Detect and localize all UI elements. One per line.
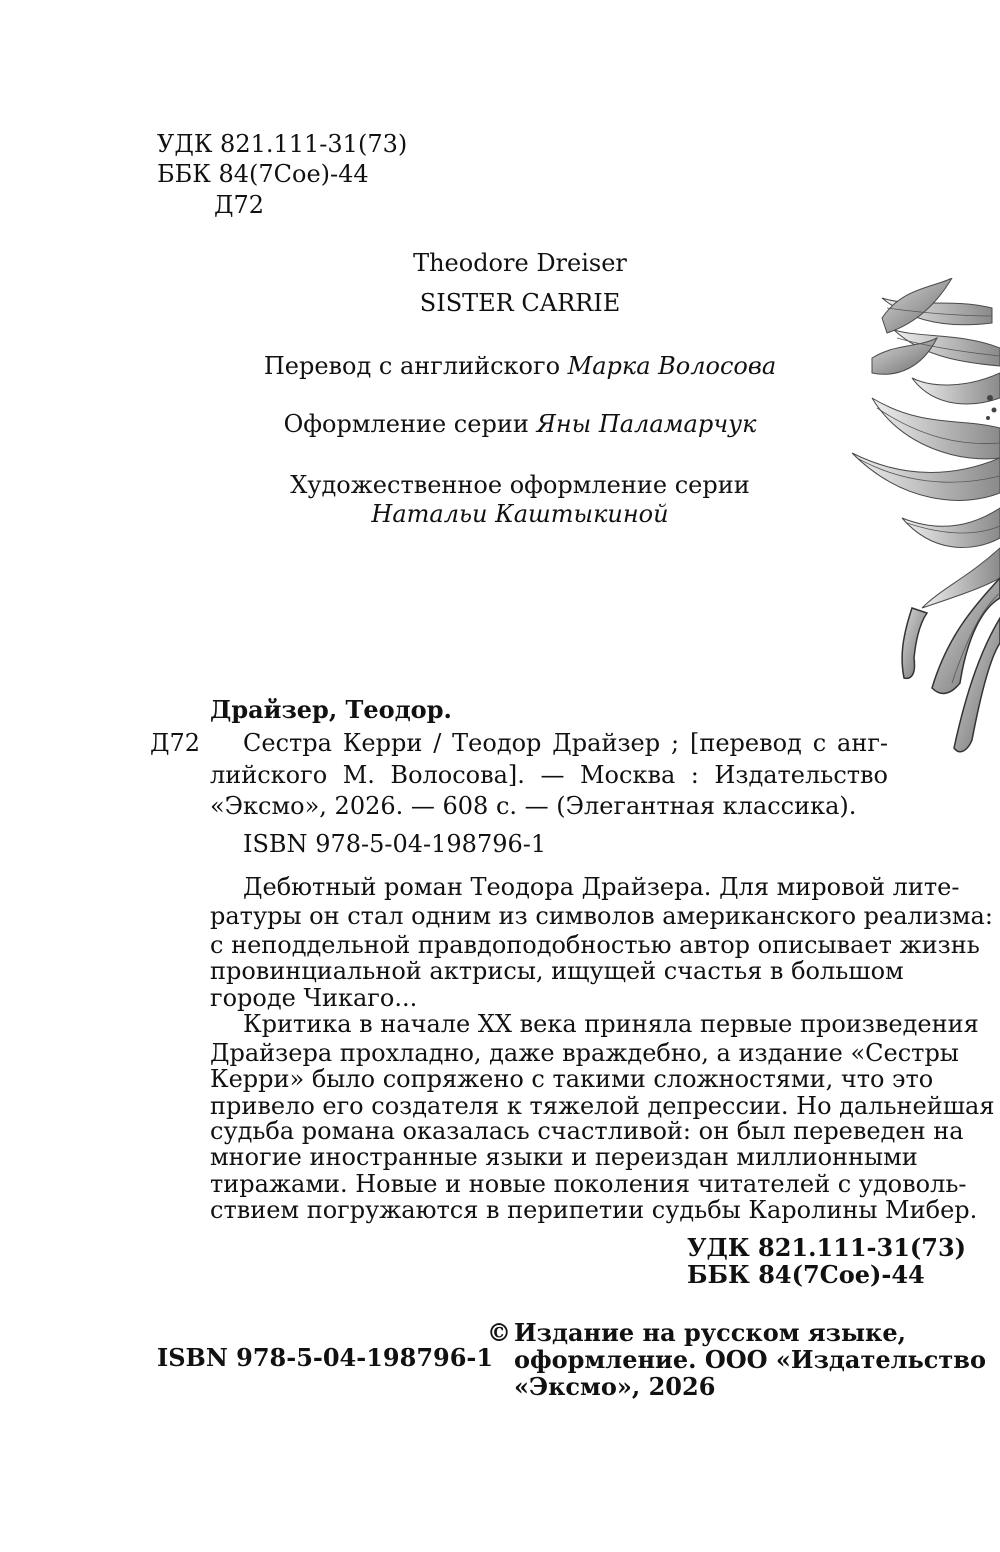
bibliographic-line-3: «Эксмо», 2026. — 608 с. — (Элегантная классика). xyxy=(210,792,857,820)
author-mark-code: Д72 xyxy=(214,191,265,219)
botanical-leaves-icon xyxy=(842,278,1000,778)
annotation-p2-line-5: судьба романа оказалась счастливой: он был переведен на xyxy=(210,1117,964,1145)
series-designer-name: Яны Паламарчук xyxy=(536,410,757,438)
footer-udk-code: УДК 821.111-31(73) xyxy=(687,1233,967,1262)
bibliographic-code: Д72 xyxy=(150,729,201,757)
copyright-line-3: «Эксмо», 2026 xyxy=(514,1372,716,1401)
annotation-p2-line-6: многие иностранные языки и переиздан миллионными xyxy=(210,1143,918,1171)
copyright-icon: © xyxy=(487,1318,511,1347)
annotation-p1-line-4: провинциальной актрисы, ищущей счастья в большом xyxy=(210,957,904,985)
copyright-line-1: Издание на русском языке, xyxy=(514,1318,906,1347)
annotation-p2-line-7: тиражами. Новые и новые поколения читателей с удоволь- xyxy=(210,1170,967,1198)
author-heading: Драйзер, Теодор. xyxy=(210,695,452,724)
udk-code: УДК 821.111-31(73) xyxy=(157,130,408,158)
annotation-p2-line-8: ствием погружаются в перипетии судьбы Каролины Мибер. xyxy=(210,1196,978,1224)
annotation-p2-line-2: Драйзера прохладно, даже враждебно, а издание «Сестры xyxy=(210,1039,959,1067)
translator-name: Марка Волосова xyxy=(567,352,777,380)
bibliographic-line-1: Сестра Керри / Теодор Драйзер ; [перевод с анг- xyxy=(243,729,888,757)
translation-label: Перевод с английского xyxy=(263,352,561,380)
annotation-p2-line-1: Критика в начале XX века приняла первые произведения xyxy=(243,1010,979,1038)
footer-isbn: ISBN 978-5-04-198796-1 xyxy=(157,1343,494,1372)
annotation-p2-line-4: привело его создателя к тяжелой депрессии. Но дальнейшая xyxy=(210,1092,995,1120)
original-title: SISTER CARRIE xyxy=(419,289,621,317)
art-designer-name: Натальи Каштыкиной xyxy=(371,500,669,528)
bbk-code: ББК 84(7Сое)-44 xyxy=(157,160,369,188)
annotation-p1-line-3: с неподдельной правдоподобностью автор описывает жизнь xyxy=(210,931,980,959)
footer-bbk-code: ББК 84(7Сое)-44 xyxy=(687,1260,925,1289)
series-design-label: Оформление серии xyxy=(283,410,529,438)
translation-credit xyxy=(200,352,840,381)
annotation-p1-line-5: городе Чикаго... xyxy=(210,984,418,1012)
copyright-line-2: оформление. ООО «Издательство xyxy=(514,1345,986,1374)
annotation-p2-line-3: Керри» было сопряжено с такими сложностями, что это xyxy=(210,1065,934,1093)
art-design-label: Художественное оформление серии xyxy=(290,471,750,499)
annotation-p1-line-2: ратуры он стал одним из символов американского реализма: xyxy=(210,902,993,930)
isbn-record: ISBN 978-5-04-198796-1 xyxy=(243,830,547,858)
annotation-p1-line-1: Дебютный роман Теодора Драйзера. Для мировой лите- xyxy=(243,873,960,901)
series-design-credit xyxy=(200,410,840,439)
bibliographic-line-2: лийского М. Волосова]. — Москва : Издательство xyxy=(210,761,888,789)
original-author: Theodore Dreiser xyxy=(413,249,627,277)
